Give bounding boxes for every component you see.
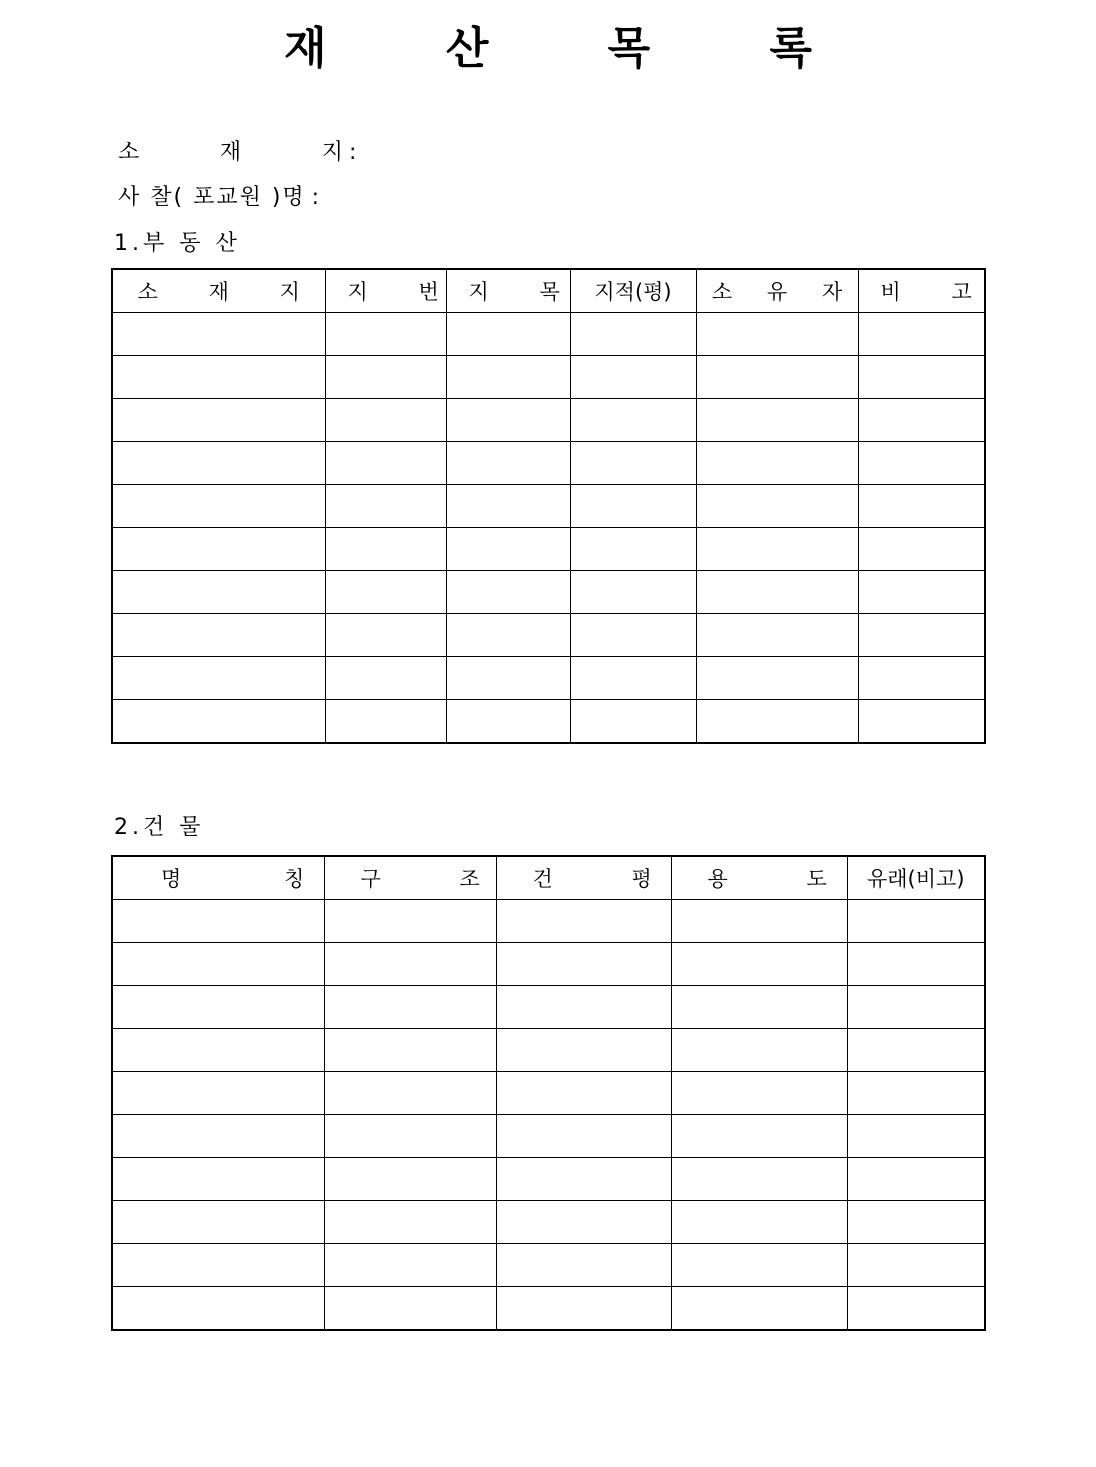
table-row bbox=[112, 700, 985, 744]
buildings-header-row bbox=[112, 856, 985, 900]
table-cell[interactable] bbox=[696, 657, 858, 700]
table-cell[interactable] bbox=[496, 1072, 671, 1115]
table-cell[interactable] bbox=[324, 1287, 496, 1331]
table-cell[interactable] bbox=[112, 900, 324, 943]
table-cell[interactable] bbox=[112, 1029, 324, 1072]
table-cell[interactable] bbox=[325, 313, 446, 356]
header-lot-number: 지 번 bbox=[325, 269, 446, 313]
table-cell[interactable] bbox=[112, 657, 325, 700]
table-cell[interactable] bbox=[671, 1029, 847, 1072]
table-row bbox=[112, 399, 985, 442]
table-row bbox=[112, 528, 985, 571]
buildings-table bbox=[111, 855, 986, 1331]
table-cell[interactable] bbox=[324, 1072, 496, 1115]
table-cell[interactable] bbox=[570, 313, 696, 356]
table-cell[interactable] bbox=[671, 943, 847, 986]
real-estate-header-row bbox=[112, 269, 985, 313]
table-cell[interactable] bbox=[858, 485, 985, 528]
table-cell[interactable] bbox=[671, 1244, 847, 1287]
table-cell[interactable] bbox=[696, 356, 858, 399]
table-cell[interactable] bbox=[112, 1201, 324, 1244]
header-area-pyeong: 지적(평) bbox=[570, 269, 696, 313]
table-cell[interactable] bbox=[446, 356, 570, 399]
header-building-area: 건 평 bbox=[496, 856, 671, 900]
table-cell[interactable] bbox=[496, 1201, 671, 1244]
table-cell[interactable] bbox=[671, 1158, 847, 1201]
header-origin-remarks: 유래(비고) bbox=[847, 856, 985, 900]
table-cell[interactable] bbox=[325, 528, 446, 571]
table-cell[interactable] bbox=[325, 700, 446, 744]
table-cell[interactable] bbox=[112, 528, 325, 571]
header-name: 명 칭 bbox=[112, 856, 324, 900]
table-cell[interactable] bbox=[858, 399, 985, 442]
table-cell[interactable] bbox=[112, 485, 325, 528]
table-cell[interactable] bbox=[858, 528, 985, 571]
table-cell[interactable] bbox=[496, 986, 671, 1029]
document-title: 재 산 목 록 bbox=[284, 23, 864, 74]
table-cell[interactable] bbox=[847, 900, 985, 943]
table-cell[interactable] bbox=[570, 442, 696, 485]
table-cell[interactable] bbox=[570, 700, 696, 744]
table-row bbox=[112, 1244, 985, 1287]
table-cell[interactable] bbox=[112, 1158, 324, 1201]
table-row bbox=[112, 986, 985, 1029]
table-row bbox=[112, 614, 985, 657]
table-row bbox=[112, 442, 985, 485]
table-cell[interactable] bbox=[446, 528, 570, 571]
table-cell[interactable] bbox=[847, 1115, 985, 1158]
table-cell[interactable] bbox=[496, 943, 671, 986]
table-row bbox=[112, 900, 985, 943]
table-cell[interactable] bbox=[325, 485, 446, 528]
table-cell[interactable] bbox=[570, 528, 696, 571]
header-usage: 용 도 bbox=[671, 856, 847, 900]
table-cell[interactable] bbox=[325, 657, 446, 700]
table-cell[interactable] bbox=[696, 313, 858, 356]
header-owner: 소 유 자 bbox=[696, 269, 858, 313]
table-cell[interactable] bbox=[570, 614, 696, 657]
table-cell[interactable] bbox=[446, 571, 570, 614]
table-cell[interactable] bbox=[696, 700, 858, 744]
table-cell[interactable] bbox=[324, 1115, 496, 1158]
table-cell[interactable] bbox=[671, 900, 847, 943]
table-cell[interactable] bbox=[446, 700, 570, 744]
location-colon: : bbox=[349, 140, 359, 165]
table-row bbox=[112, 1115, 985, 1158]
table-cell[interactable] bbox=[858, 614, 985, 657]
table-cell[interactable] bbox=[570, 399, 696, 442]
table-cell[interactable] bbox=[112, 313, 325, 356]
table-cell[interactable] bbox=[112, 614, 325, 657]
table-cell[interactable] bbox=[847, 1244, 985, 1287]
table-cell[interactable] bbox=[671, 986, 847, 1029]
table-row bbox=[112, 1029, 985, 1072]
table-cell[interactable] bbox=[847, 1287, 985, 1331]
table-row bbox=[112, 657, 985, 700]
table-cell[interactable] bbox=[112, 399, 325, 442]
table-row bbox=[112, 571, 985, 614]
table-cell[interactable] bbox=[570, 356, 696, 399]
header-land-category: 지 목 bbox=[446, 269, 570, 313]
table-cell[interactable] bbox=[570, 571, 696, 614]
table-cell[interactable] bbox=[112, 1244, 324, 1287]
table-cell[interactable] bbox=[696, 528, 858, 571]
table-cell[interactable] bbox=[847, 986, 985, 1029]
table-row bbox=[112, 943, 985, 986]
table-cell[interactable] bbox=[324, 943, 496, 986]
table-cell[interactable] bbox=[696, 399, 858, 442]
table-cell[interactable] bbox=[112, 1072, 324, 1115]
header-location: 소 재 지 bbox=[112, 269, 325, 313]
table-cell[interactable] bbox=[325, 571, 446, 614]
table-cell[interactable] bbox=[496, 1287, 671, 1331]
table-cell[interactable] bbox=[696, 442, 858, 485]
header-remarks: 비 고 bbox=[858, 269, 985, 313]
table-cell[interactable] bbox=[112, 986, 324, 1029]
table-cell[interactable] bbox=[446, 399, 570, 442]
table-row bbox=[112, 313, 985, 356]
real-estate-table-body bbox=[112, 313, 985, 744]
table-cell[interactable] bbox=[696, 485, 858, 528]
table-cell[interactable] bbox=[671, 1072, 847, 1115]
table-cell[interactable] bbox=[671, 1201, 847, 1244]
table-cell[interactable] bbox=[496, 1244, 671, 1287]
table-cell[interactable] bbox=[324, 986, 496, 1029]
table-cell[interactable] bbox=[858, 313, 985, 356]
table-cell[interactable] bbox=[858, 571, 985, 614]
table-cell[interactable] bbox=[112, 356, 325, 399]
table-cell[interactable] bbox=[112, 700, 325, 744]
table-cell[interactable] bbox=[112, 1287, 324, 1331]
table-row bbox=[112, 1072, 985, 1115]
table-cell[interactable] bbox=[847, 1201, 985, 1244]
table-cell[interactable] bbox=[570, 657, 696, 700]
table-cell[interactable] bbox=[671, 1287, 847, 1331]
table-cell[interactable] bbox=[858, 700, 985, 744]
table-cell[interactable] bbox=[324, 1201, 496, 1244]
table-cell[interactable] bbox=[446, 313, 570, 356]
header-structure: 구 조 bbox=[324, 856, 496, 900]
table-cell[interactable] bbox=[112, 943, 324, 986]
temple-name-label: 사 찰( 포교원 )명 bbox=[118, 185, 306, 210]
table-cell[interactable] bbox=[112, 1115, 324, 1158]
table-cell[interactable] bbox=[847, 1029, 985, 1072]
table-row bbox=[112, 485, 985, 528]
table-cell[interactable] bbox=[324, 1158, 496, 1201]
table-cell[interactable] bbox=[696, 614, 858, 657]
table-cell[interactable] bbox=[446, 442, 570, 485]
table-cell[interactable] bbox=[325, 356, 446, 399]
table-row bbox=[112, 1158, 985, 1201]
table-cell[interactable] bbox=[847, 1072, 985, 1115]
table-cell[interactable] bbox=[112, 571, 325, 614]
table-cell[interactable] bbox=[446, 485, 570, 528]
table-cell[interactable] bbox=[325, 614, 446, 657]
table-row bbox=[112, 1201, 985, 1244]
real-estate-section-title: 1.부 동 산 bbox=[114, 231, 241, 256]
table-cell[interactable] bbox=[496, 1029, 671, 1072]
table-cell[interactable] bbox=[324, 1029, 496, 1072]
table-row bbox=[112, 1287, 985, 1331]
table-cell[interactable] bbox=[446, 657, 570, 700]
location-label: 소 재 지 bbox=[118, 140, 343, 165]
real-estate-table bbox=[111, 268, 994, 744]
table-cell[interactable] bbox=[496, 1115, 671, 1158]
table-cell[interactable] bbox=[847, 943, 985, 986]
buildings-section-title: 2.건 물 bbox=[114, 815, 205, 840]
table-cell[interactable] bbox=[847, 1158, 985, 1201]
table-cell[interactable] bbox=[696, 571, 858, 614]
table-row bbox=[112, 356, 985, 399]
table-cell[interactable] bbox=[570, 485, 696, 528]
location-field bbox=[118, 135, 358, 166]
table-cell[interactable] bbox=[324, 900, 496, 943]
table-cell[interactable] bbox=[325, 442, 446, 485]
table-cell[interactable] bbox=[496, 900, 671, 943]
temple-name-colon: : bbox=[311, 185, 322, 210]
table-cell[interactable] bbox=[671, 1115, 847, 1158]
table-cell[interactable] bbox=[496, 1158, 671, 1201]
table-cell[interactable] bbox=[858, 657, 985, 700]
table-cell[interactable] bbox=[858, 442, 985, 485]
table-cell[interactable] bbox=[858, 356, 985, 399]
buildings-table-body bbox=[112, 900, 985, 1331]
table-cell[interactable] bbox=[112, 442, 325, 485]
table-cell[interactable] bbox=[446, 614, 570, 657]
temple-name-field bbox=[118, 180, 321, 211]
table-cell[interactable] bbox=[325, 399, 446, 442]
table-cell[interactable] bbox=[324, 1244, 496, 1287]
